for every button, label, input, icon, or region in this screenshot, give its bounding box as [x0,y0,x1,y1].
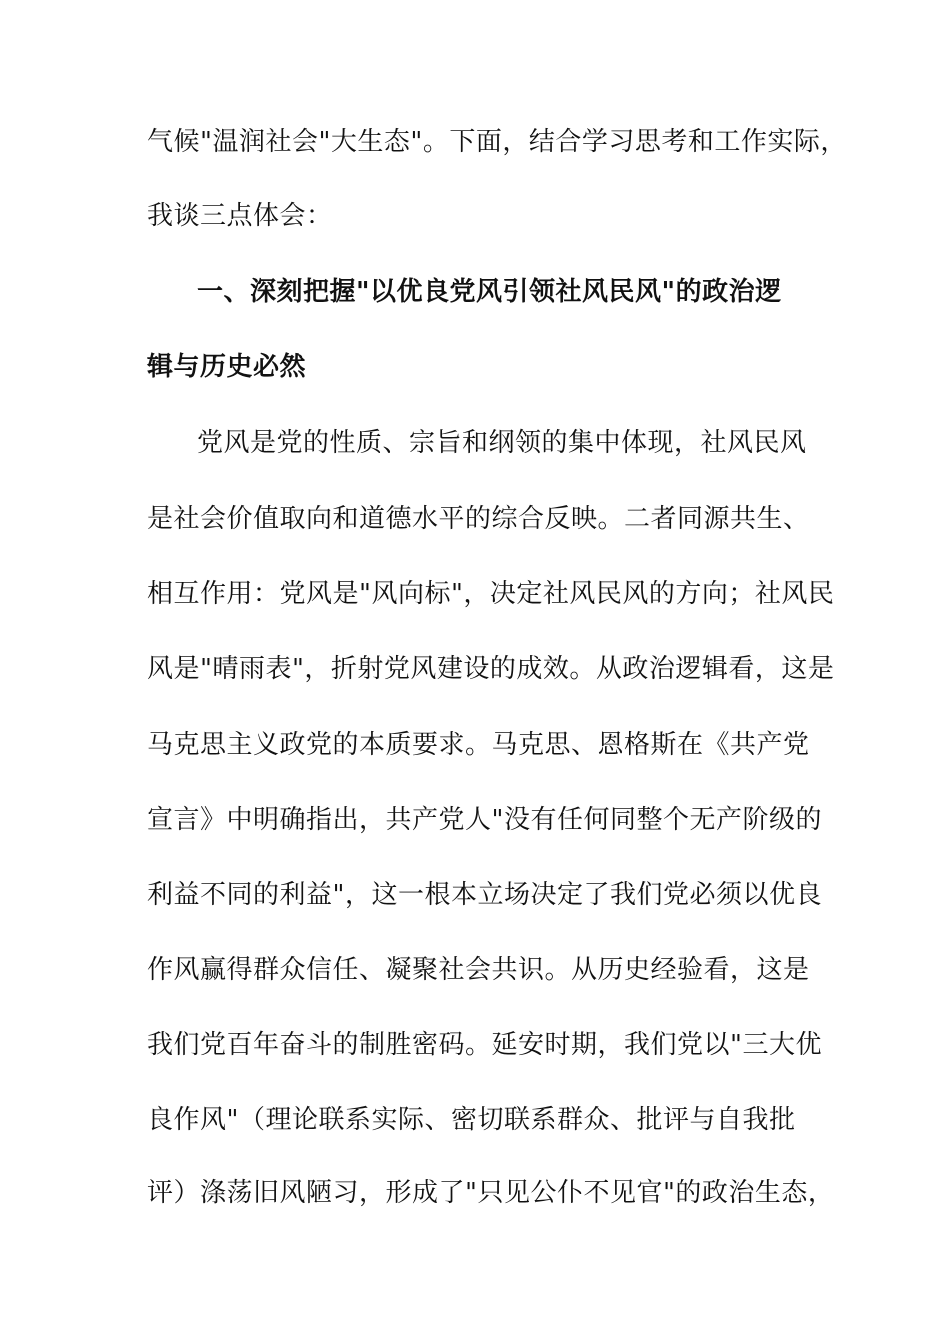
paragraph-line: 利益不同的利益"，这一根本立场决定了我们党必须以优良 [147,880,822,910]
paragraph-line: 我谈三点体会： [147,201,333,231]
paragraph-line: 气候"温润社会"大生态"。下面，结合学习思考和工作实际， [147,127,847,157]
paragraph-line: 是社会价值取向和道德水平的综合反映。二者同源共生、 [147,504,810,534]
paragraph-line: 评）涤荡旧风陋习，形成了"只见公仆不见官"的政治生态， [147,1178,835,1208]
section-heading-line: 辑与历史必然 [147,352,307,382]
paragraph-line: 风是"晴雨表"，折射党风建设的成效。从政治逻辑看，这是 [147,654,835,684]
paragraph-line: 我们党百年奋斗的制胜密码。延安时期，我们党以"三大优 [147,1030,822,1060]
paragraph-line: 相互作用：党风是"风向标"，决定社风民风的方向；社风民 [147,579,835,609]
paragraph-line: 良作风"（理论联系实际、密切联系群众、批评与自我批 [147,1105,796,1135]
paragraph-line: 作风赢得群众信任、凝聚社会共识。从历史经验看，这是 [147,955,810,985]
paragraph-line: 宣言》中明确指出，共产党人"没有任何同整个无产阶级的 [147,805,822,835]
paragraph-line: 马克思主义政党的本质要求。马克思、恩格斯在《共产党 [147,730,810,760]
paragraph-line: 党风是党的性质、宗旨和纲领的集中体现，社风民风 [197,428,807,458]
section-heading-line: 一、深刻把握"以优良党风引领社风民风"的政治逻 [197,277,782,307]
